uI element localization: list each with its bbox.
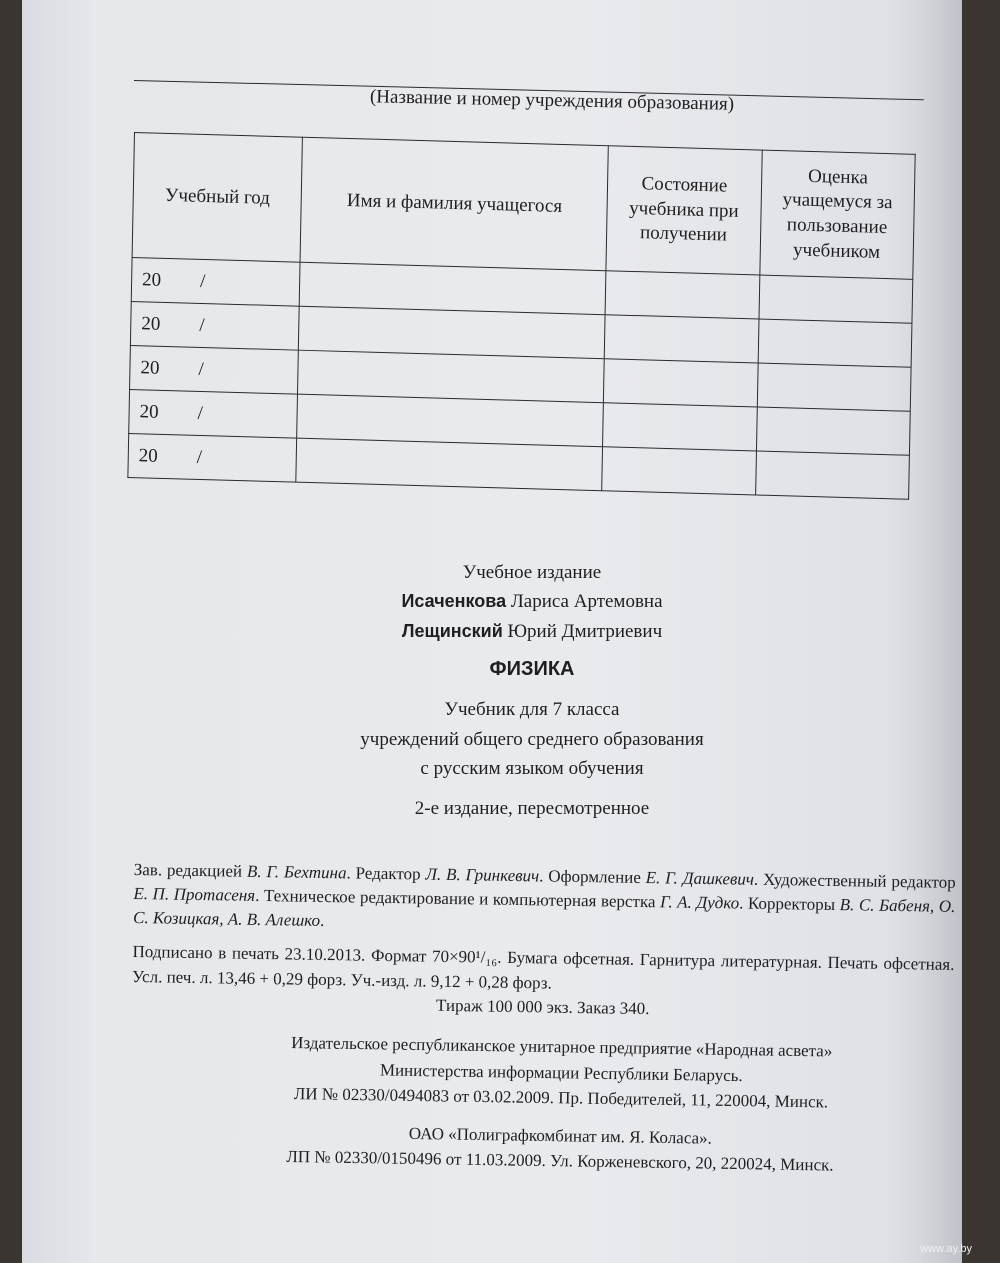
year-prefix: 20	[139, 400, 159, 423]
header-name: Имя и фамилия учащегося	[300, 137, 608, 271]
credit-text: . Корректоры	[738, 893, 840, 915]
grade-cell	[758, 319, 912, 367]
author-1-given: Лариса Артемовна	[510, 591, 663, 613]
header-grade: Оценка учащемуся за пользование учебником	[759, 150, 915, 279]
year-separator: /	[199, 314, 205, 336]
credit-text: . Редактор	[346, 863, 426, 884]
header-state: Состояние учебника при получении	[606, 146, 762, 275]
publisher-line-3: ЛИ № 02330/0494083 от 03.02.2009. Пр. Победителей, 11, 220004, Минск.	[293, 1084, 829, 1112]
state-cell	[603, 403, 757, 451]
edition-type: Учебное издание	[462, 562, 602, 583]
circulation: Тираж 100 000 экз. Заказ 340.	[435, 995, 650, 1018]
subtitle-2: учреждений общего среднего образования	[360, 728, 704, 750]
author-1-surname: Исаченкова	[401, 591, 507, 612]
credits-block	[131, 858, 955, 1036]
book-title: ФИЗИКА	[489, 658, 575, 681]
printer-line-1: ОАО «Полиграфкомбинат им. Я. Коласа».	[408, 1123, 713, 1148]
author-2-given: Юрий Дмитриевич	[507, 620, 663, 642]
proofreaders-names: В. С. Бабеня, О. С. Козицкая, А. В. Алешко	[132, 895, 956, 931]
credit-text: .	[319, 911, 325, 931]
year-cell	[131, 257, 300, 306]
head-editor-name: В. Г. Бехтина	[246, 861, 347, 883]
credit-text: . Техническое редактирование и компьютерная верстка	[255, 886, 661, 912]
textbook-register-table	[127, 132, 915, 500]
credit-text: . Художественный редактор	[753, 869, 956, 892]
staff-credits	[133, 858, 956, 943]
art-editor-name: Е. П. Протасеня	[133, 884, 256, 906]
grade-cell	[755, 451, 909, 499]
table-header-row	[132, 133, 915, 280]
header-year: Учебный год	[132, 133, 303, 263]
subtitle-3: с русским языком обучения	[420, 758, 644, 780]
name-cell	[296, 438, 603, 491]
year-cell	[130, 301, 299, 350]
author-2-surname: Лещинский	[401, 620, 503, 641]
author-1	[122, 587, 942, 616]
printer-line-2: ЛП № 02330/0150496 от 11.03.2009. Ул. Корженевского, 20, 220024, Минск.	[286, 1146, 834, 1175]
editor-name: Л. В. Гринкевич	[425, 864, 540, 886]
year-prefix: 20	[138, 444, 158, 467]
spacer	[122, 784, 942, 794]
publisher-line-1: Издательское республиканское унитарное предприятие «Народная асвета»	[291, 1033, 833, 1061]
year-separator: /	[196, 446, 203, 468]
print-specs: Подписано в печать 23.10.2013. Формат 70×90¹/₁₆. Бумага офсетная. Гарнитура литературная. Печать офсетная. Усл. печ. л. 13,46 + 0,29 форз. Уч.-изд. л. 9,12 + 0,28 форз.	[131, 942, 955, 993]
book-page	[22, 0, 962, 1263]
year-separator: /	[197, 402, 204, 424]
year-cell	[130, 345, 299, 394]
subtitle-1: Учебник для 7 класса	[444, 699, 620, 721]
state-cell	[604, 359, 758, 407]
state-cell	[602, 447, 756, 495]
layout-name: Г. А. Дудко	[659, 892, 740, 913]
credit-text: . Оформление	[539, 866, 646, 888]
year-separator: /	[198, 358, 204, 380]
grade-cell	[757, 363, 911, 411]
designer-name: Е. Г. Дашкевич	[645, 868, 755, 889]
publisher-block	[160, 1028, 962, 1192]
year-cell	[129, 389, 298, 438]
year-prefix: 20	[141, 268, 162, 291]
publisher-line-2: Министерства информации Республики Беларусь.	[379, 1059, 743, 1085]
printer-info	[160, 1116, 961, 1180]
year-separator: /	[199, 270, 206, 292]
watermark: www.ay.by	[920, 1243, 972, 1255]
edition-note: 2-е издание, пересмотренное	[414, 797, 650, 819]
grade-cell	[759, 275, 913, 323]
state-cell	[605, 271, 759, 319]
year-cell	[128, 433, 297, 482]
author-2	[122, 617, 942, 646]
state-cell	[604, 315, 758, 363]
year-prefix: 20	[140, 356, 160, 379]
credit-text: Зав. редакцией	[133, 859, 248, 881]
publisher-info	[161, 1028, 962, 1117]
imprint-block	[122, 558, 942, 823]
year-prefix: 20	[141, 312, 161, 335]
institution-caption: (Название и номер учреждения образования)	[369, 86, 735, 115]
grade-cell	[756, 407, 910, 455]
